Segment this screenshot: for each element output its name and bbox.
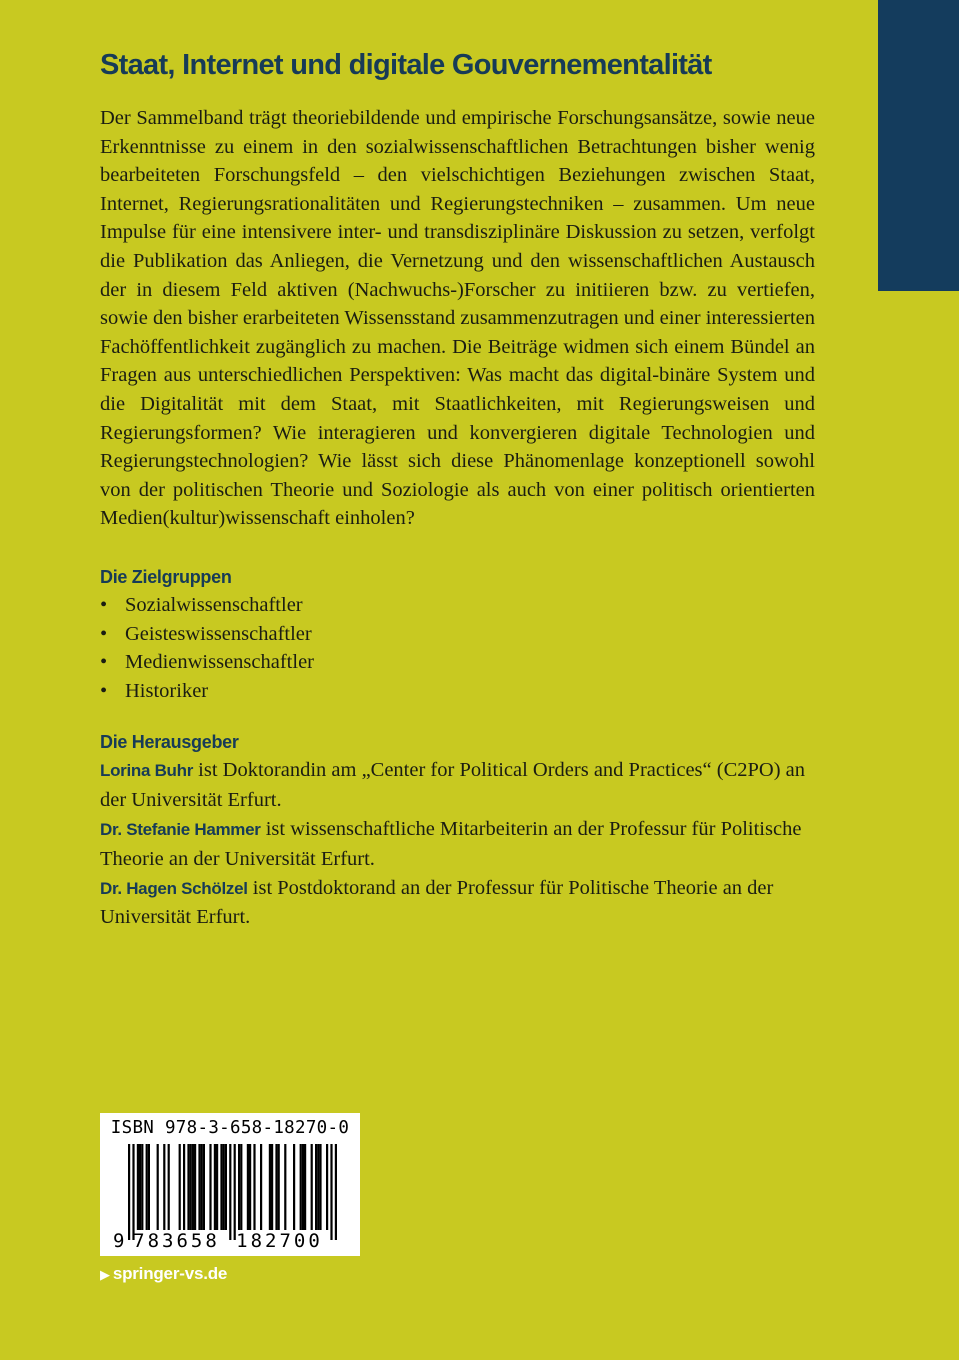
cover-color-band — [878, 0, 959, 291]
barcode-bar — [139, 1144, 141, 1230]
barcode-bar — [128, 1144, 130, 1240]
barcode-bar — [249, 1144, 251, 1230]
barcode-bar — [183, 1144, 185, 1230]
barcode-bar — [335, 1144, 337, 1240]
back-cover-content — [100, 44, 815, 933]
barcode-bar — [216, 1144, 218, 1230]
arrow-right-icon: ▶ — [100, 1267, 110, 1282]
barcode-bar — [304, 1144, 306, 1230]
editor-text: ist wissenschaftliche Mitarbeiterin an der Professur für Politische Theorie an der Universität Erfurt. — [100, 818, 802, 870]
barcode-bar — [284, 1144, 286, 1230]
barcode-bar — [302, 1144, 304, 1230]
barcode-bar — [234, 1144, 236, 1240]
barcode-bar — [157, 1144, 159, 1230]
barcode-bar — [192, 1144, 194, 1230]
barcode-bar — [148, 1144, 150, 1230]
barcode-bar — [203, 1144, 205, 1230]
editor-bio — [100, 815, 815, 874]
bullet-icon: • — [100, 593, 108, 616]
barcode-bar — [300, 1144, 302, 1230]
barcode-bar — [225, 1144, 227, 1230]
barcode-bar — [247, 1144, 249, 1230]
list-item — [100, 648, 815, 677]
barcode-bar — [319, 1144, 321, 1230]
target-groups-list — [100, 591, 815, 705]
editor-text: ist Postdoktorand an der Professur für Politische Theorie an der Universität Erfurt. — [100, 876, 774, 929]
barcode-bar — [278, 1144, 280, 1230]
barcode-bar — [187, 1144, 189, 1230]
book-title: Staat, Internet und digitale Gouvernementalität — [100, 49, 712, 81]
editor-bio — [100, 756, 815, 815]
barcode-bar — [190, 1144, 192, 1230]
target-group-label: Historiker — [125, 679, 209, 702]
barcode-bar — [137, 1144, 139, 1230]
barcode-bar — [271, 1144, 273, 1230]
target-group-label: Medienwissenschaftler — [125, 651, 314, 674]
barcode-left-digits: 783658 — [133, 1230, 220, 1252]
barcode-bar — [317, 1144, 319, 1230]
barcode-digits — [100, 1230, 360, 1256]
isbn-barcode — [100, 1113, 360, 1256]
barcode-bar — [163, 1144, 165, 1230]
editor-name: Dr. Stefanie Hammer — [100, 820, 261, 840]
book-description: Der Sammelband trägt theoriebildende und empirische Forschungsansätze, sowie neue Erkenntnisse zu einem in den sozialwissenschaftlichen Betrachtungen bisher wenig bearbeiteten Forschungsfeld – den vielschichtigen Beziehungen zwischen Staat, Internet, Regierungsrationalitäten und Regierungstechniken – zusammen. Um neue Impulse für eine intensivere inter- und transdisziplinäre Diskussion zu setzen, verfolgt die Publikation das Anliegen, die Vernetzung und den wissenschaftlichen Austausch der in diesem Feld aktiven (Nachwuchs-)Forscher zu initiieren bzw. zu vertiefen, sowie den bisher erarbeiteten Wissensstand zusammenzutragen und einer interessierten Fachöffentlichkeit zugänglich zu machen. Die Beiträge widmen sich einem Bündel an Fragen aus unterschiedlichen Perspektiven: Was macht das digital-binäre System und die Digitalität mit dem Staat, mit Staatlichkeiten, mit Regierungsweisen und Regierungsformen? Wie interagieren und konvergieren digitale Technologien und Regierungstechnologien? Wie lässt sich diese Phänomenlage konzeptionell sowohl von der politischen Theorie und Soziologie als auch von einer politisch orientierten Medien(kultur)wissenschaft einholen? — [100, 107, 815, 530]
barcode-bar — [269, 1144, 271, 1230]
editor-name: Dr. Hagen Schölzel — [100, 878, 248, 898]
barcode-bar — [238, 1144, 240, 1230]
barcode-bar — [209, 1144, 211, 1230]
barcode-bar — [315, 1144, 317, 1230]
barcode-bar — [201, 1144, 203, 1230]
barcode-bar — [141, 1144, 143, 1230]
barcode-bar — [214, 1144, 216, 1230]
barcode-bar — [168, 1144, 170, 1230]
barcode-bar — [220, 1144, 222, 1230]
target-group-label: Geisteswissenschaftler — [125, 622, 312, 645]
isbn-label: ISBN 978-3-658-18270-0 — [110, 1118, 350, 1138]
barcode-bar — [253, 1144, 255, 1230]
barcode-bar — [260, 1144, 262, 1230]
editor-name: Lorina Buhr — [100, 761, 194, 781]
publisher-link[interactable] — [100, 1264, 227, 1284]
list-item — [100, 677, 815, 706]
barcode-bar — [132, 1144, 134, 1240]
barcode-bar — [275, 1144, 277, 1230]
barcode-bar — [198, 1144, 200, 1230]
barcode-bar — [146, 1144, 148, 1230]
barcode-bar — [311, 1144, 313, 1230]
barcode-bar — [293, 1144, 295, 1230]
barcode-bar — [326, 1144, 328, 1230]
editor-text: ist Doktorandin am „Center for Political Orders and Practices“ (C2PO) an der Universität Erfurt. — [100, 759, 806, 811]
publisher-url: springer-vs.de — [112, 1264, 228, 1283]
barcode-bar — [179, 1144, 181, 1230]
editor-bio — [100, 874, 815, 933]
bullet-icon: • — [100, 651, 108, 674]
barcode-bar — [229, 1144, 231, 1240]
bullet-icon: • — [100, 622, 108, 645]
barcode-first-digit: 9 — [113, 1230, 125, 1252]
editors-heading: Die Herausgeber — [100, 732, 239, 753]
target-group-label: Sozialwissenschaftler — [125, 593, 303, 616]
bullet-icon: • — [100, 679, 108, 702]
list-item — [100, 591, 815, 620]
barcode-right-digits: 182700 — [236, 1230, 323, 1252]
barcode-bar — [330, 1144, 332, 1240]
barcode-bar — [223, 1144, 225, 1230]
barcode-bar — [194, 1144, 196, 1230]
list-item — [100, 620, 815, 649]
target-groups-heading: Die Zielgruppen — [100, 566, 232, 587]
barcode-bar — [240, 1144, 242, 1230]
